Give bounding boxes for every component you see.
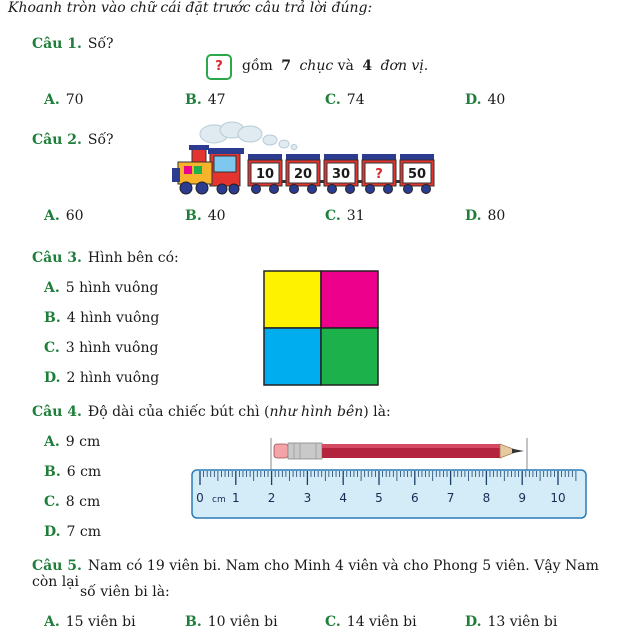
question-3-label: Câu 3.	[32, 250, 82, 266]
pencil-ferrule	[288, 443, 322, 459]
q2-option-b[interactable]: B. 40	[185, 208, 226, 224]
q3-option-d[interactable]: D. 2 hình vuông	[44, 370, 160, 386]
ruler-number: 0	[196, 491, 204, 505]
q3-option-b[interactable]: B. 4 hình vuông	[44, 310, 160, 326]
ruler-number: 8	[482, 491, 491, 505]
train-car	[248, 154, 282, 194]
q4-option-b[interactable]: B. 6 cm	[44, 464, 102, 480]
train-car-number: 20	[293, 167, 313, 182]
q3-option-c[interactable]: C. 3 hình vuông	[44, 340, 159, 356]
ruler-number: 6	[410, 491, 419, 505]
train-car-number: 10	[255, 167, 275, 182]
ruler-number: 10	[550, 491, 566, 505]
expr-ones: 4	[362, 58, 373, 74]
question-5-line-1: Nam có 19 viên bi. Nam cho Minh 4 viên và cho Phong 5 viên. Vậy Nam còn lại	[32, 558, 599, 590]
ruler-number: 2	[267, 491, 276, 505]
train-car-number: 50	[407, 167, 427, 182]
q2-option-d[interactable]: D. 80	[465, 208, 506, 224]
question-5-line-2: số viên bi là:	[80, 584, 170, 600]
q5-option-d[interactable]: D. 13 viên bi	[465, 614, 558, 630]
question-1-expression	[242, 58, 428, 74]
square-bottom-right	[321, 328, 378, 385]
train-car	[358, 154, 396, 194]
q4-option-c[interactable]: C. 8 cm	[44, 494, 101, 510]
question-4-label: Câu 4.	[32, 404, 82, 420]
q5-option-c[interactable]: C. 14 viên bi	[325, 614, 417, 630]
pencil-ruler-figure	[190, 436, 590, 522]
q1-option-c[interactable]: C. 74	[325, 92, 365, 108]
train-car	[282, 154, 320, 194]
q1-option-a[interactable]: A. 70	[44, 92, 84, 108]
question-mark-box: ?	[206, 54, 232, 80]
q1-option-d[interactable]: D. 40	[465, 92, 506, 108]
square-top-right	[321, 271, 378, 328]
question-5-label: Câu 5.	[32, 558, 82, 574]
expr-word-2: chục	[299, 58, 334, 74]
q2-option-c[interactable]: C. 31	[325, 208, 365, 224]
question-2	[32, 132, 114, 148]
square-top-left	[264, 271, 321, 328]
train-car-number: 30	[331, 167, 351, 182]
expr-tens: 7	[281, 58, 292, 74]
train-car-number: ?	[375, 167, 383, 182]
question-2-label: Câu 2.	[32, 132, 82, 148]
pencil-lead	[512, 449, 524, 454]
q5-option-a[interactable]: A. 15 viên bi	[44, 614, 136, 630]
instruction-text: Khoanh tròn vào chữ cái đặt trước câu trả lời đúng:	[8, 0, 373, 16]
ruler-number: 9	[518, 491, 527, 505]
ruler-number: 7	[446, 491, 455, 505]
ruler-number: 3	[303, 491, 312, 505]
q3-option-a[interactable]: A. 5 hình vuông	[44, 280, 159, 296]
train-car	[396, 154, 434, 194]
question-1-label: Câu 1.	[32, 36, 82, 52]
q4-option-a[interactable]: A. 9 cm	[44, 434, 101, 450]
smoke-icon	[200, 122, 297, 150]
q5-option-b[interactable]: B. 10 viên bi	[185, 614, 278, 630]
question-2-text: Số?	[87, 132, 114, 148]
expr-word-4: đơn vị.	[380, 58, 429, 74]
question-3-text: Hình bên có:	[87, 250, 179, 266]
train-illustration	[170, 118, 440, 202]
question-3	[32, 250, 179, 266]
squares-figure	[263, 270, 379, 386]
ruler-number: 1	[231, 491, 240, 505]
question-1	[32, 36, 114, 52]
question-4: Câu 4. Độ dài của chiếc bút chì (như hình bên) là:	[32, 404, 391, 420]
ruler-body	[192, 470, 586, 518]
pencil	[274, 443, 524, 459]
square-bottom-left	[264, 328, 321, 385]
q1-option-b[interactable]: B. 47	[185, 92, 226, 108]
q2-option-a[interactable]: A. 60	[44, 208, 84, 224]
expr-word-1: gồm	[242, 58, 273, 74]
ruler-unit: cm	[212, 495, 226, 505]
question-1-text: Số?	[87, 36, 114, 52]
ruler	[192, 470, 586, 518]
ruler-number: 5	[375, 491, 383, 505]
ruler-number: 4	[339, 491, 348, 505]
train-car	[320, 154, 358, 194]
expr-word-3: và	[337, 58, 354, 74]
locomotive	[172, 145, 244, 194]
pencil-eraser	[274, 444, 288, 458]
q4-option-d[interactable]: D. 7 cm	[44, 524, 101, 540]
